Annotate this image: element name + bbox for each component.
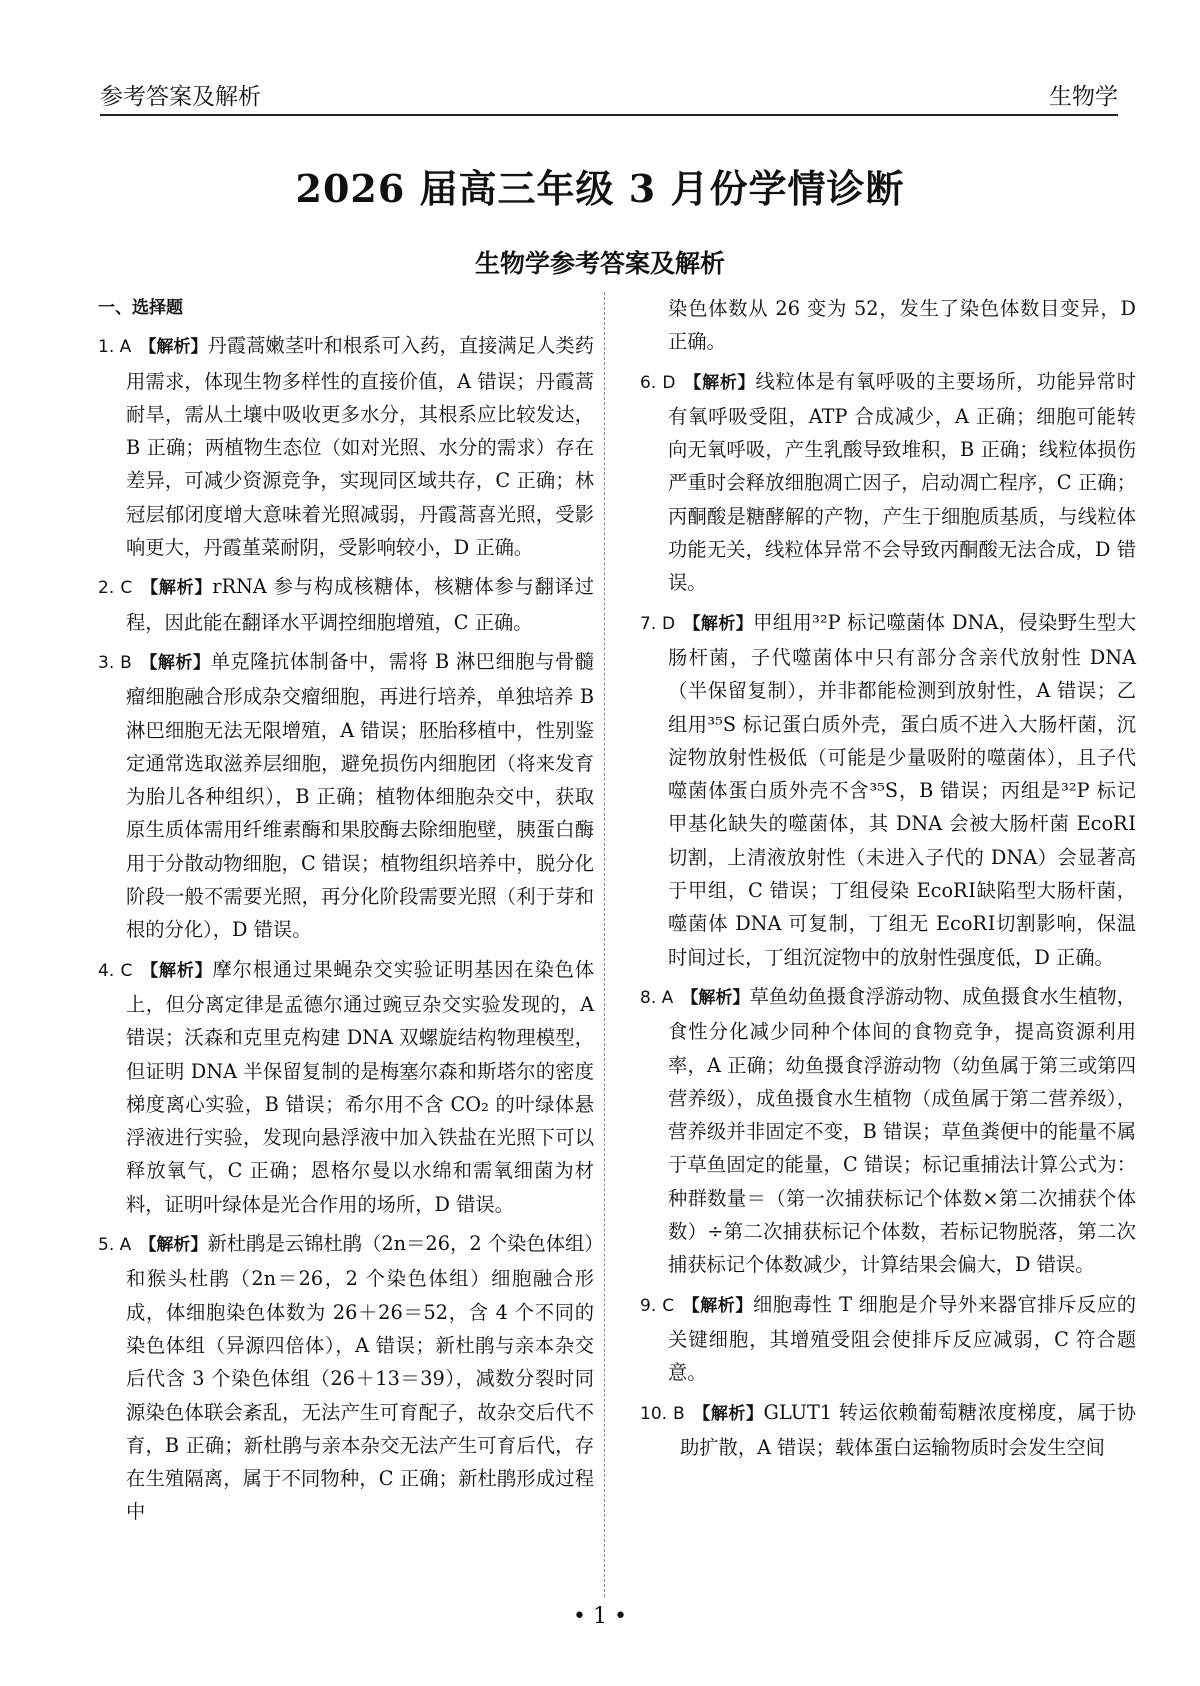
- answer-item-1: 1. A 【解析】丹霞蒿嫩茎叶和根系可入药，直接满足人类药用需求，体现生物多样性的直接价值，A 错误；丹霞蒿耐旱，需从土壤中吸收更多水分，其根系应比较发达，B 正确；两植物生态位（如对光照、水分的需求）存在差异，可减少资源竞争，实现同区域共存，C 正确；林冠层郁闭度增大意味着光照减弱，丹霞蒿喜光照，受影响更大，丹霞堇菜耐阴，受影响较小，D 正确。: [98, 334, 595, 560]
- answer-item-3: 3. B 【解析】单克隆抗体制备中，需将 B 淋巴细胞与骨髓瘤细胞融合形成杂交瘤细胞，再进行培养，单独培养 B 淋巴细胞无法无限增殖，A 错误；胚胎移植中，性别鉴定通常选取滋养层细胞，避免损伤内细胞团（将来发育为胎儿各种组织），B 正确；植物体细胞杂交中，获取原生质体需用纤维素酶和果胶酶去除细胞壁，胰蛋白酶用于分散动物细胞，C 错误；植物组织培养中，脱分化阶段一般不需要光照，再分化阶段需要光照（利于芽和根的分化），D 错误。: [98, 649, 594, 942]
- answer-item-4: 4. C 【解析】摩尔根通过果蝇杂交实验证明基因在染色体上，但分离定律是孟德尔通过豌豆杂交实验发现的，A 错误；沃森和克里克构建 DNA 双螺旋结构物理模型，但证明 DNA 半保留复制的是梅塞尔森和斯塔尔的密度梯度离心实验，B 错误；希尔用不含 CO₂ 的叶绿体悬浮液进行实验，发现向悬浮液中加入铁盐在光照下可以释放氧气，C 正确；恩格尔曼以水绵和需氧细菌为材料，证明叶绿体是光合作用的场所，D 错误。: [98, 957, 595, 1216]
- answer-item-8: 8. A 【解析】草鱼幼鱼摄食浮游动物、成鱼摄食水生植物，食性分化减少同种个体间的食物竞争，提高资源利用率，A 正确；幼鱼摄食浮游动物（幼鱼属于第三或第四营养级），成鱼摄食水生植物（成鱼属于第二营养级），营养级并非固定不变，B 错误；草鱼粪便中的能量不属于草鱼固定的能量，C 错误；标记重捕法计算公式为：种群数量＝（第一次捕获标记个体数×第二次捕获个体数）÷第二次捕获标记个体数，若标记物脱落，第二次捕获标记个体数减少，计算结果会偏大，D 错误。: [640, 984, 1137, 1277]
- header-left-text: 参考答案及解析: [100, 84, 261, 110]
- answer-item-6: 6. D 【解析】线粒体是有氧呼吸的主要场所，功能异常时有氧呼吸受阻，ATP 合成减少，A 正确；细胞可能转向无氧呼吸，产生乳酸导致堆积，B 正确；线粒体损伤严重时会释放细胞凋亡因子，启动凋亡程序，C 正确；丙酮酸是糖酵解的产物，产生于细胞质基质，与线粒体功能无关，线粒体异常不会导致丙酮酸无法合成，D 错误。: [640, 369, 1137, 595]
- header-right-text: 生物学: [1049, 84, 1118, 110]
- answer-item-5-continued: 染色体数从 26 变为 52，发生了染色体数目变异，D 正确。: [668, 297, 1136, 354]
- answer-item-10: 10. B 【解析】GLUT1 转运依赖葡萄糖浓度梯度，属于协助扩散，A 错误；载体蛋白运输物质时会发生空间: [640, 1400, 1136, 1459]
- page-header: [100, 72, 1118, 116]
- right-column: [640, 292, 1136, 1470]
- section-label: 一、选择题: [98, 298, 183, 318]
- column-divider: [604, 292, 605, 1597]
- answer-item-5: 5. A 【解析】新杜鹃是云锦杜鹃（2n＝26，2 个染色体组）和猴头杜鹃（2n＝26，2 个染色体组）细胞融合形成，体细胞染色体数为 26＋26＝52，含 4 个不同的染色体组（异源四倍体），A 错误；新杜鹃与亲本杂交后代含 3 个染色体组（26＋13＝39），减数分裂时同源染色体联会紊乱，无法产生可育配子，故杂交后代不育，B 正确；新杜鹃与亲本杂交无法产生可育后代，存在生殖隔离，属于不同物种，C 正确；新杜鹃形成过程中: [98, 1232, 594, 1524]
- page-number: • 1 •: [573, 1604, 627, 1629]
- answer-item-7: 7. D 【解析】甲组用³²P 标记噬菌体 DNA，侵染野生型大肠杆菌，子代噬菌体中只有部分含亲代放射性 DNA（半保留复制），并非都能检测到放射性，A 错误；乙组用³⁵S 标记蛋白质外壳，蛋白质不进入大肠杆菌，沉淀物放射性极低（可能是少量吸附的噬菌体），且子代噬菌体蛋白质外壳不含³⁵S，B 错误；丙组是³²P 标记甲基化缺失的噬菌体，其 DNA 会被大肠杆菌 EcoRⅠ切割，上清液放射性（未进入子代的 DNA）会显著高于甲组，C 错误；丁组侵染 EcoRⅠ缺陷型大肠杆菌，噬菌体 DNA 可复制，丁组无 EcoRⅠ切割影响，保温时间过长，丁组沉淀物中的放射性强度低，D 正确。: [640, 610, 1137, 969]
- page-title: 2026 届高三年级 3 月份学情诊断: [295, 166, 905, 211]
- answer-item-9: 9. C 【解析】细胞毒性 T 细胞是介导外来器官排斥反应的关键细胞，其增殖受阻会使排斥反应减弱，C 符合题意。: [640, 1292, 1137, 1385]
- left-column: [98, 292, 594, 1535]
- answer-item-2: 2. C 【解析】rRNA 参与构成核糖体，核糖体参与翻译过程，因此能在翻译水平调控细胞增殖，C 正确。: [98, 575, 595, 634]
- page-subtitle: 生物学参考答案及解析: [474, 249, 725, 278]
